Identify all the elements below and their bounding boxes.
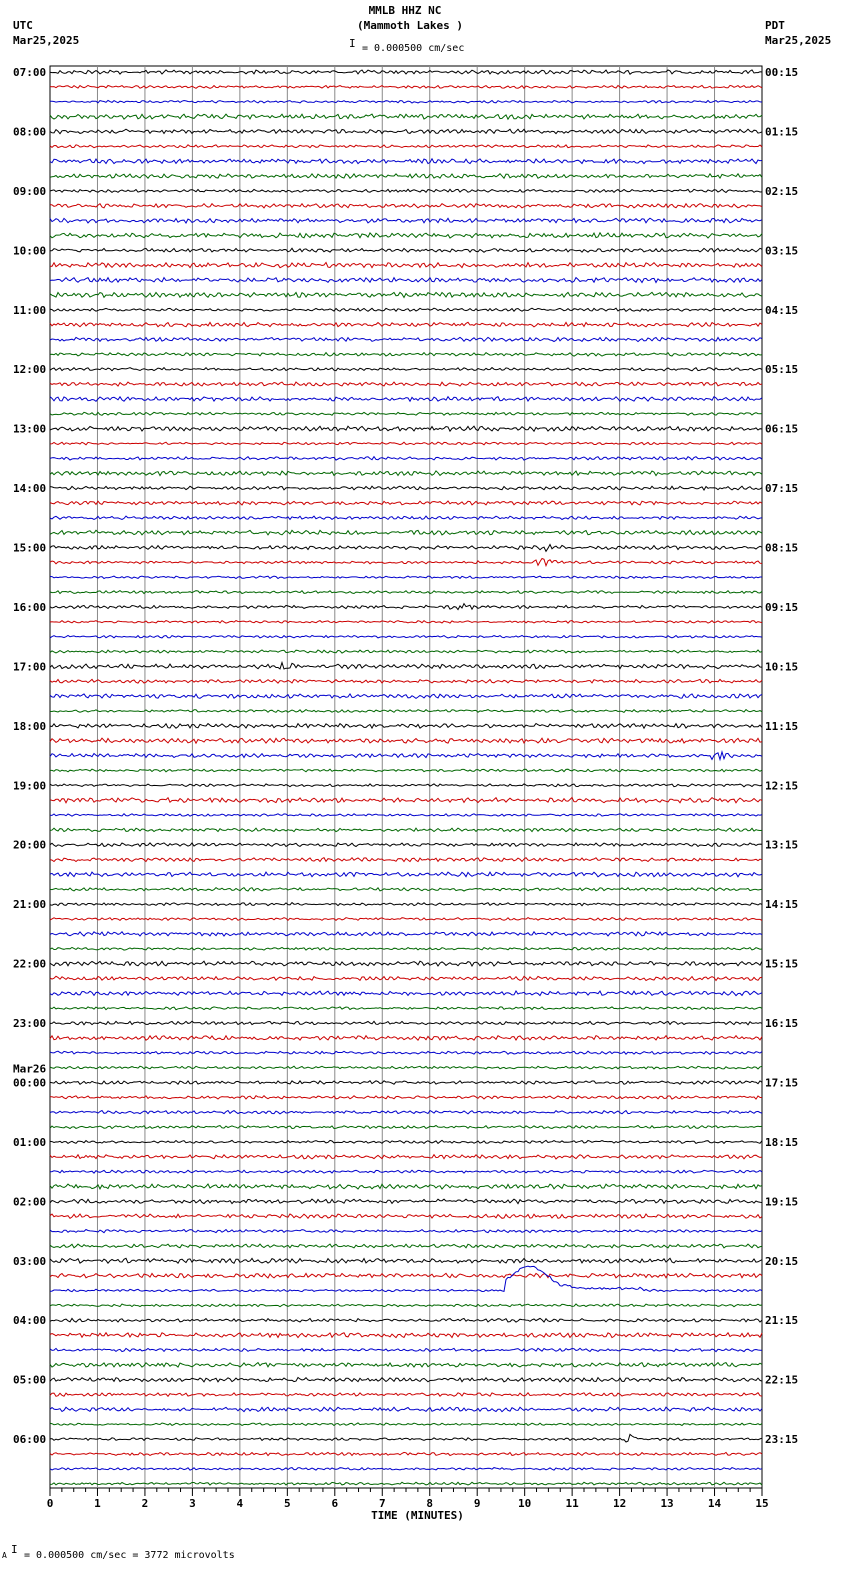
left-hour-label: 04:00 bbox=[13, 1314, 47, 1328]
station-title: MMLB HHZ NC bbox=[368, 4, 442, 17]
date-change-label: Mar26 bbox=[13, 1062, 47, 1076]
trace-52 bbox=[50, 843, 762, 847]
left-hour-label: 09:00 bbox=[13, 184, 47, 198]
trace-46 bbox=[50, 752, 762, 760]
trace-45 bbox=[50, 738, 762, 743]
scale-bar-icon: I bbox=[349, 37, 356, 50]
right-hour-label: 07:15 bbox=[765, 482, 799, 496]
trace-30 bbox=[50, 516, 762, 519]
x-tick-label: 15 bbox=[755, 1497, 769, 1510]
trace-80 bbox=[50, 1258, 762, 1263]
left-hour-label: 07:00 bbox=[13, 66, 47, 79]
trace-40 bbox=[50, 663, 762, 669]
right-hour-label: 08:15 bbox=[765, 541, 799, 555]
trace-72 bbox=[50, 1140, 762, 1143]
x-tick-label: 6 bbox=[331, 1497, 339, 1510]
trace-3 bbox=[50, 114, 762, 119]
trace-22 bbox=[50, 397, 762, 402]
station-location: (Mammoth Lakes ) bbox=[357, 19, 463, 32]
trace-31 bbox=[50, 530, 762, 535]
trace-35 bbox=[50, 591, 762, 594]
trace-50 bbox=[50, 814, 762, 817]
x-tick-label: 0 bbox=[46, 1497, 54, 1510]
trace-13 bbox=[50, 263, 762, 268]
left-hour-label: 12:00 bbox=[13, 363, 47, 377]
trace-67 bbox=[50, 1066, 762, 1069]
trace-39 bbox=[50, 650, 762, 653]
right-hour-label: 01:15 bbox=[765, 125, 799, 139]
trace-44 bbox=[50, 724, 762, 729]
left-hour-label: 15:00 bbox=[13, 541, 47, 555]
trace-18 bbox=[50, 337, 762, 341]
x-tick-label: 10 bbox=[518, 1497, 532, 1510]
trace-76 bbox=[50, 1199, 762, 1204]
time-axis bbox=[47, 1488, 769, 1510]
trace-27 bbox=[50, 471, 762, 476]
trace-11 bbox=[50, 233, 762, 238]
trace-34 bbox=[50, 576, 762, 578]
footer-scale-bar-icon: I bbox=[11, 1543, 18, 1556]
right-hour-label: 04:15 bbox=[765, 303, 799, 317]
left-hour-label: 06:00 bbox=[13, 1433, 47, 1447]
left-hour-label: 19:00 bbox=[13, 779, 47, 793]
trace-49 bbox=[50, 798, 762, 803]
left-hour-label: 16:00 bbox=[13, 600, 47, 614]
trace-8 bbox=[50, 189, 762, 192]
trace-24 bbox=[50, 426, 762, 431]
trace-9 bbox=[50, 204, 762, 208]
trace-82 bbox=[50, 1266, 762, 1292]
trace-68 bbox=[50, 1081, 762, 1085]
trace-91 bbox=[50, 1423, 762, 1426]
trace-56 bbox=[50, 903, 762, 906]
trace-94 bbox=[50, 1468, 762, 1471]
left-date: Mar25,2025 bbox=[13, 34, 80, 47]
trace-93 bbox=[50, 1452, 762, 1455]
right-hour-label: 06:15 bbox=[765, 422, 799, 436]
right-hour-label: 05:15 bbox=[765, 363, 799, 377]
right-timezone: PDT bbox=[765, 19, 785, 32]
trace-42 bbox=[50, 694, 762, 699]
right-hour-label: 09:15 bbox=[765, 600, 799, 614]
left-hour-label: 05:00 bbox=[13, 1373, 47, 1387]
left-hour-label: 11:00 bbox=[13, 303, 47, 317]
trace-36 bbox=[50, 604, 762, 610]
left-hour-label: 13:00 bbox=[13, 422, 47, 436]
trace-23 bbox=[50, 412, 762, 415]
trace-54 bbox=[50, 872, 762, 877]
trace-25 bbox=[50, 442, 762, 445]
trace-55 bbox=[50, 888, 762, 891]
x-tick-label: 9 bbox=[473, 1497, 481, 1510]
right-hour-label: 00:15 bbox=[765, 66, 799, 79]
x-tick-label: 8 bbox=[426, 1497, 434, 1510]
right-hour-label: 02:15 bbox=[765, 184, 799, 198]
trace-4 bbox=[50, 129, 762, 134]
trace-64 bbox=[50, 1021, 762, 1025]
trace-20 bbox=[50, 368, 762, 371]
trace-12 bbox=[50, 248, 762, 252]
x-tick-label: 3 bbox=[189, 1497, 196, 1510]
trace-5 bbox=[50, 145, 762, 148]
trace-28 bbox=[50, 486, 762, 490]
right-hour-label: 15:15 bbox=[765, 957, 799, 971]
x-axis-title: TIME (MINUTES) bbox=[371, 1509, 464, 1522]
left-hour-label: 14:00 bbox=[13, 482, 47, 496]
trace-15 bbox=[50, 292, 762, 297]
trace-90 bbox=[50, 1407, 762, 1412]
trace-70 bbox=[50, 1111, 762, 1114]
trace-92 bbox=[50, 1434, 762, 1442]
trace-59 bbox=[50, 947, 762, 950]
trace-60 bbox=[50, 961, 762, 966]
trace-84 bbox=[50, 1318, 762, 1322]
left-hour-label: 08:00 bbox=[13, 125, 47, 139]
left-hour-label: 18:00 bbox=[13, 719, 47, 733]
trace-21 bbox=[50, 382, 762, 386]
right-hour-label: 13:15 bbox=[765, 838, 799, 852]
right-hour-label: 22:15 bbox=[765, 1373, 799, 1387]
trace-7 bbox=[50, 174, 762, 179]
left-hour-label: 00:00 bbox=[13, 1076, 47, 1090]
trace-43 bbox=[50, 710, 762, 713]
x-tick-label: 14 bbox=[707, 1497, 722, 1510]
trace-71 bbox=[50, 1126, 762, 1129]
trace-2 bbox=[50, 100, 762, 103]
trace-95 bbox=[50, 1482, 762, 1485]
x-tick-label: 1 bbox=[94, 1497, 101, 1510]
right-hour-label: 16:15 bbox=[765, 1017, 799, 1031]
left-hour-label: 23:00 bbox=[13, 1017, 47, 1031]
trace-86 bbox=[50, 1348, 762, 1351]
left-hour-label: 03:00 bbox=[13, 1254, 47, 1268]
trace-10 bbox=[50, 218, 762, 223]
trace-19 bbox=[50, 353, 762, 357]
right-hour-label: 19:15 bbox=[765, 1195, 799, 1209]
trace-57 bbox=[50, 918, 762, 921]
right-hour-label: 11:15 bbox=[765, 719, 799, 733]
footer-marker: A bbox=[2, 1551, 7, 1560]
right-hour-label: 12:15 bbox=[765, 779, 799, 793]
trace-17 bbox=[50, 322, 762, 327]
left-hour-label: 21:00 bbox=[13, 898, 47, 912]
trace-73 bbox=[50, 1155, 762, 1159]
trace-77 bbox=[50, 1214, 762, 1218]
left-hour-label: 17:00 bbox=[13, 660, 47, 674]
trace-29 bbox=[50, 501, 762, 505]
trace-47 bbox=[50, 769, 762, 772]
trace-74 bbox=[50, 1170, 762, 1173]
trace-87 bbox=[50, 1363, 762, 1368]
trace-1 bbox=[50, 85, 762, 88]
footer-scale-note: = 0.000500 cm/sec = 3772 microvolts bbox=[24, 1550, 235, 1561]
right-hour-label: 21:15 bbox=[765, 1314, 799, 1328]
trace-38 bbox=[50, 636, 762, 639]
trace-14 bbox=[50, 278, 762, 283]
left-hour-label: 10:00 bbox=[13, 244, 47, 258]
trace-62 bbox=[50, 991, 762, 996]
trace-85 bbox=[50, 1333, 762, 1338]
x-tick-label: 5 bbox=[284, 1497, 291, 1510]
trace-88 bbox=[50, 1378, 762, 1382]
left-hour-label: 20:00 bbox=[13, 838, 47, 852]
trace-26 bbox=[50, 457, 762, 461]
x-tick-label: 12 bbox=[612, 1497, 627, 1510]
left-hour-label: 01:00 bbox=[13, 1135, 47, 1149]
x-tick-label: 2 bbox=[141, 1497, 149, 1510]
trace-33 bbox=[50, 559, 762, 566]
trace-81 bbox=[50, 1273, 762, 1278]
trace-53 bbox=[50, 858, 762, 862]
trace-6 bbox=[50, 159, 762, 164]
right-hour-label: 03:15 bbox=[765, 244, 799, 258]
trace-66 bbox=[50, 1051, 762, 1054]
x-tick-label: 11 bbox=[565, 1497, 579, 1510]
right-hour-label: 10:15 bbox=[765, 660, 799, 674]
trace-37 bbox=[50, 621, 762, 624]
trace-83 bbox=[50, 1304, 762, 1307]
x-tick-label: 4 bbox=[236, 1497, 244, 1510]
right-date: Mar25,2025 bbox=[765, 34, 832, 47]
left-hour-label: 22:00 bbox=[13, 957, 47, 971]
trace-69 bbox=[50, 1096, 762, 1099]
trace-65 bbox=[50, 1036, 762, 1041]
trace-41 bbox=[50, 679, 762, 683]
seismic-traces bbox=[50, 70, 762, 1485]
trace-48 bbox=[50, 784, 762, 787]
trace-89 bbox=[50, 1393, 762, 1397]
trace-63 bbox=[50, 1007, 762, 1010]
left-hour-label: 02:00 bbox=[13, 1195, 47, 1209]
x-tick-label: 7 bbox=[378, 1497, 386, 1510]
trace-79 bbox=[50, 1244, 762, 1248]
right-hour-label: 14:15 bbox=[765, 898, 799, 912]
trace-58 bbox=[50, 932, 762, 936]
right-hour-label: 20:15 bbox=[765, 1254, 799, 1268]
scale-label: = 0.000500 cm/sec bbox=[362, 43, 465, 54]
x-tick-label: 13 bbox=[660, 1497, 674, 1510]
right-hour-label: 23:15 bbox=[765, 1433, 799, 1447]
trace-51 bbox=[50, 828, 762, 832]
trace-78 bbox=[50, 1230, 762, 1233]
right-hour-label: 18:15 bbox=[765, 1135, 799, 1149]
trace-0 bbox=[50, 70, 762, 74]
trace-32 bbox=[50, 545, 762, 552]
trace-75 bbox=[50, 1184, 762, 1189]
left-timezone: UTC bbox=[13, 19, 33, 32]
trace-61 bbox=[50, 976, 762, 980]
right-hour-label: 17:15 bbox=[765, 1076, 799, 1090]
trace-16 bbox=[50, 308, 762, 311]
